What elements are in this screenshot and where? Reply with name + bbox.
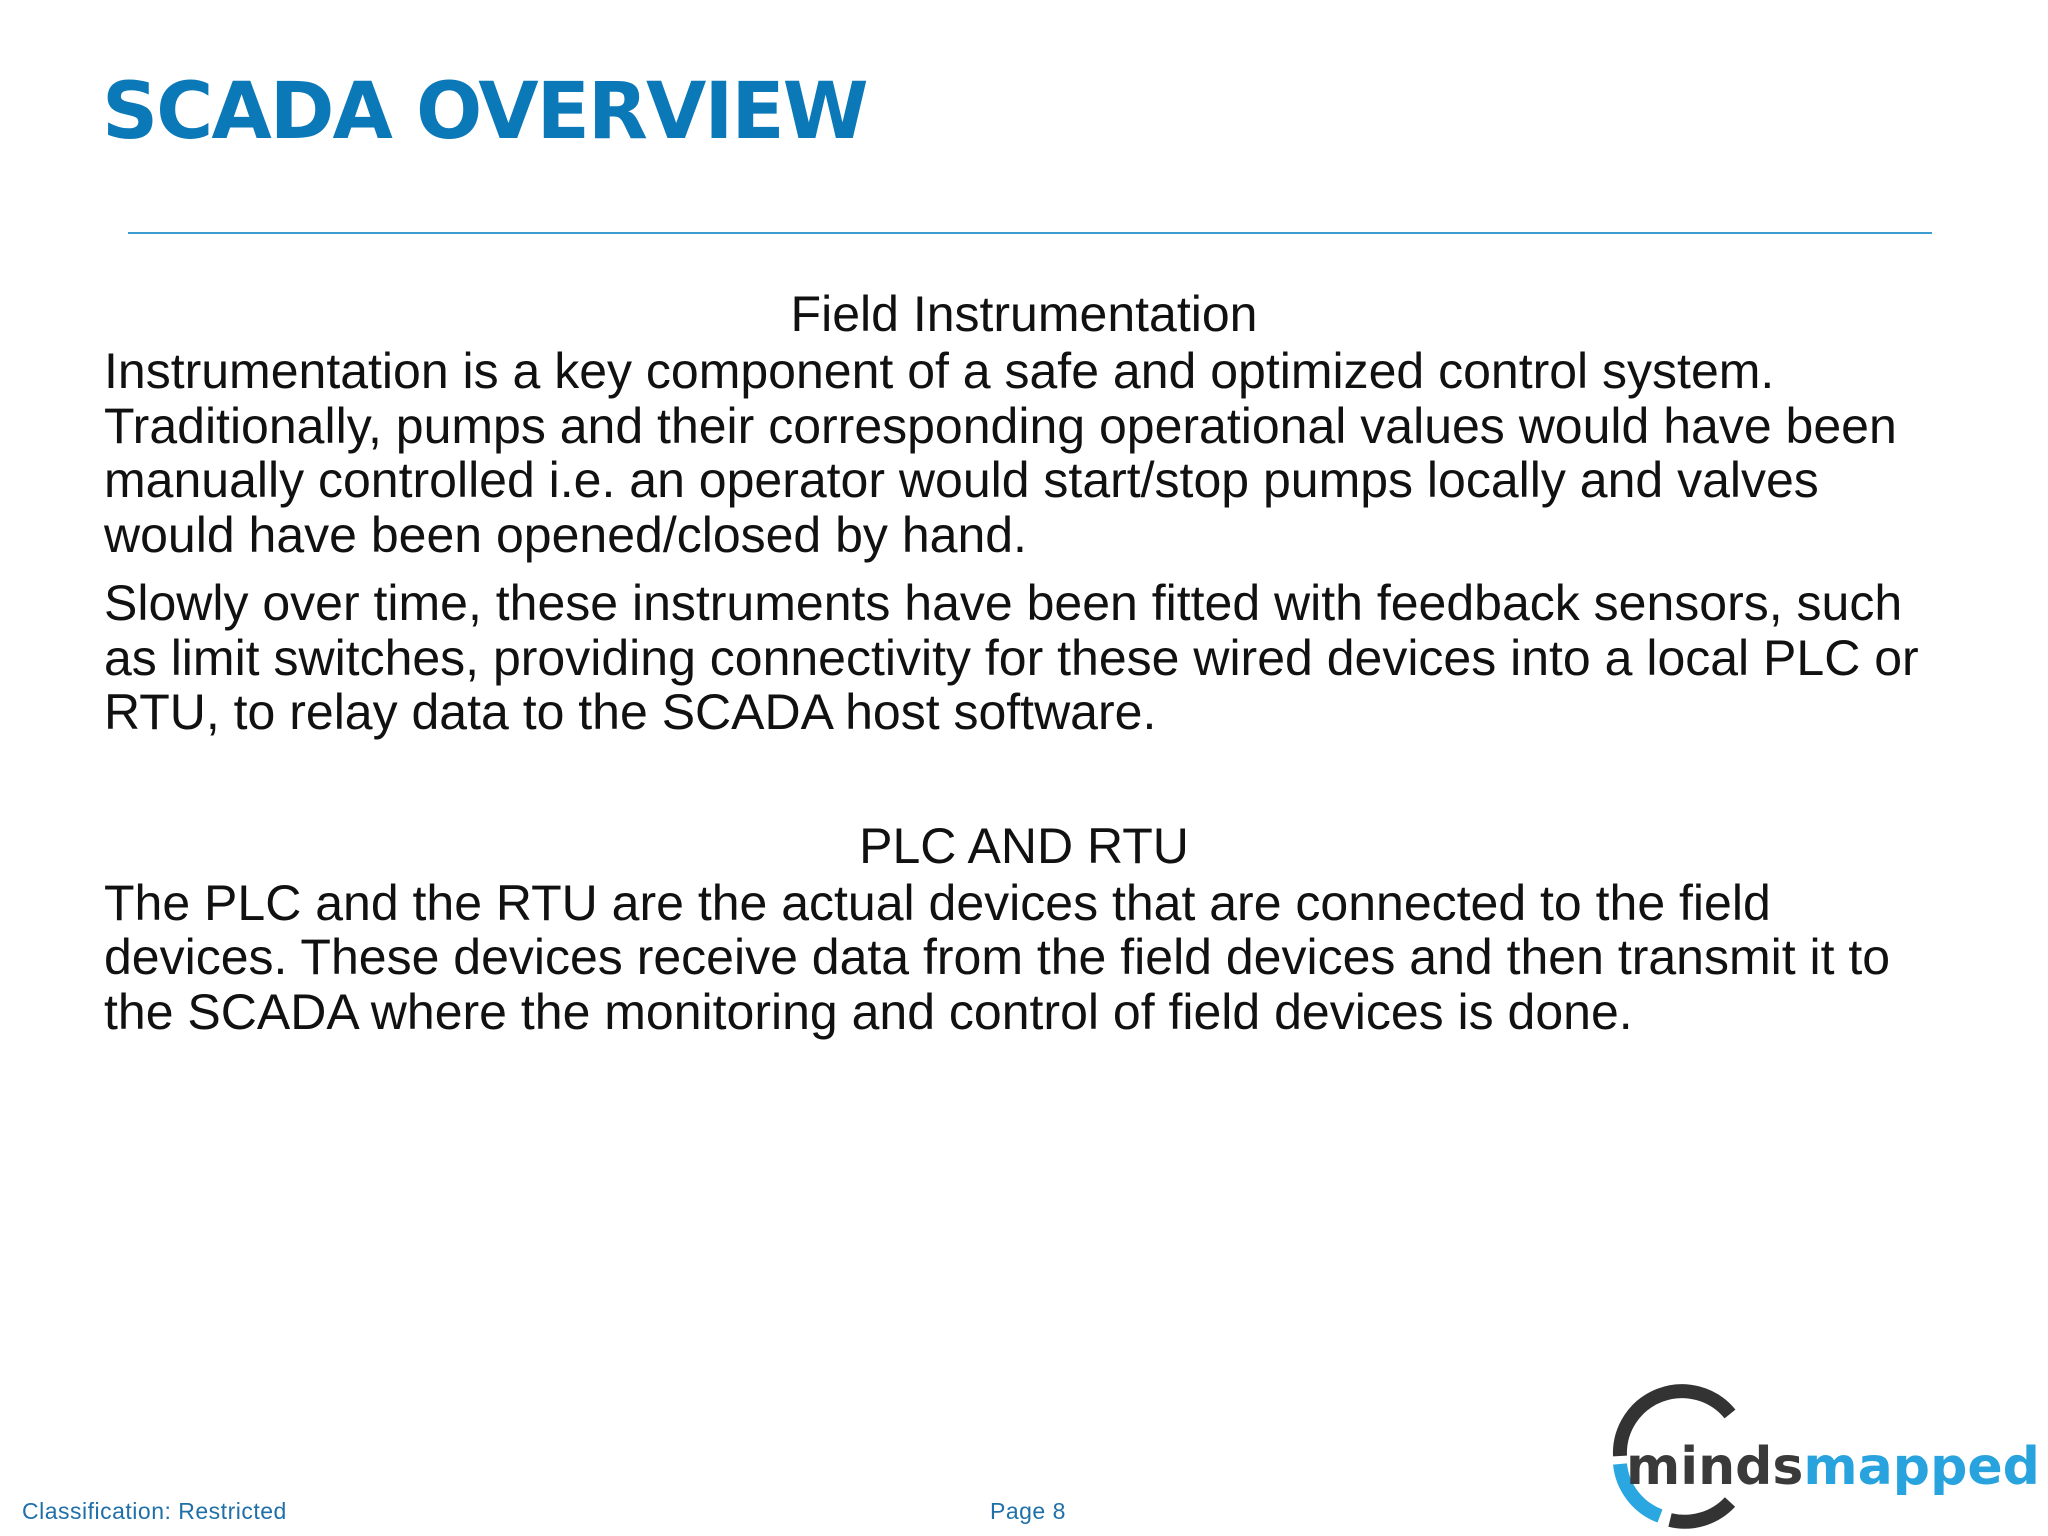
mindsmapped-logo xyxy=(1590,1384,2040,1536)
paragraph: Slowly over time, these instruments have been fitted with feedback sensors, such as limit switches, providing connectivity for these wired devices into a local PLC or RTU, to relay data to the SCADA host software. xyxy=(104,575,1919,740)
logo-text-mapped: mapped xyxy=(1803,1437,2040,1497)
footer-classification: Classification: Restricted xyxy=(22,1498,287,1524)
section-heading: PLC AND RTU xyxy=(859,817,1189,874)
section-field-instrumentation xyxy=(104,284,1944,740)
section-heading: Field Instrumentation xyxy=(790,286,1258,342)
title-divider xyxy=(128,232,1932,234)
paragraph: Instrumentation is a key component of a safe and optimized control system. Traditionally, pumps and their corresponding operational values would have been manually controlled i.e. an operator would start/stop pumps locally and valves would have been opened/closed by hand. xyxy=(104,343,1897,563)
paragraph: The PLC and the RTU are the actual devices that are connected to the field devices. These devices receive data from the field devices and then transmit it to the SCADA where the monitoring and control of field devices is done. xyxy=(104,874,1891,1040)
slide-title: SCADA OVERVIEW xyxy=(102,67,867,157)
footer-page-number: Page 8 xyxy=(990,1498,1066,1524)
logo-text-minds: minds xyxy=(1626,1437,1804,1497)
logo-ring-arc-dark-bottom xyxy=(1670,1502,1730,1522)
section-plc-and-rtu xyxy=(104,816,1944,1040)
slide-content xyxy=(104,284,1944,1039)
